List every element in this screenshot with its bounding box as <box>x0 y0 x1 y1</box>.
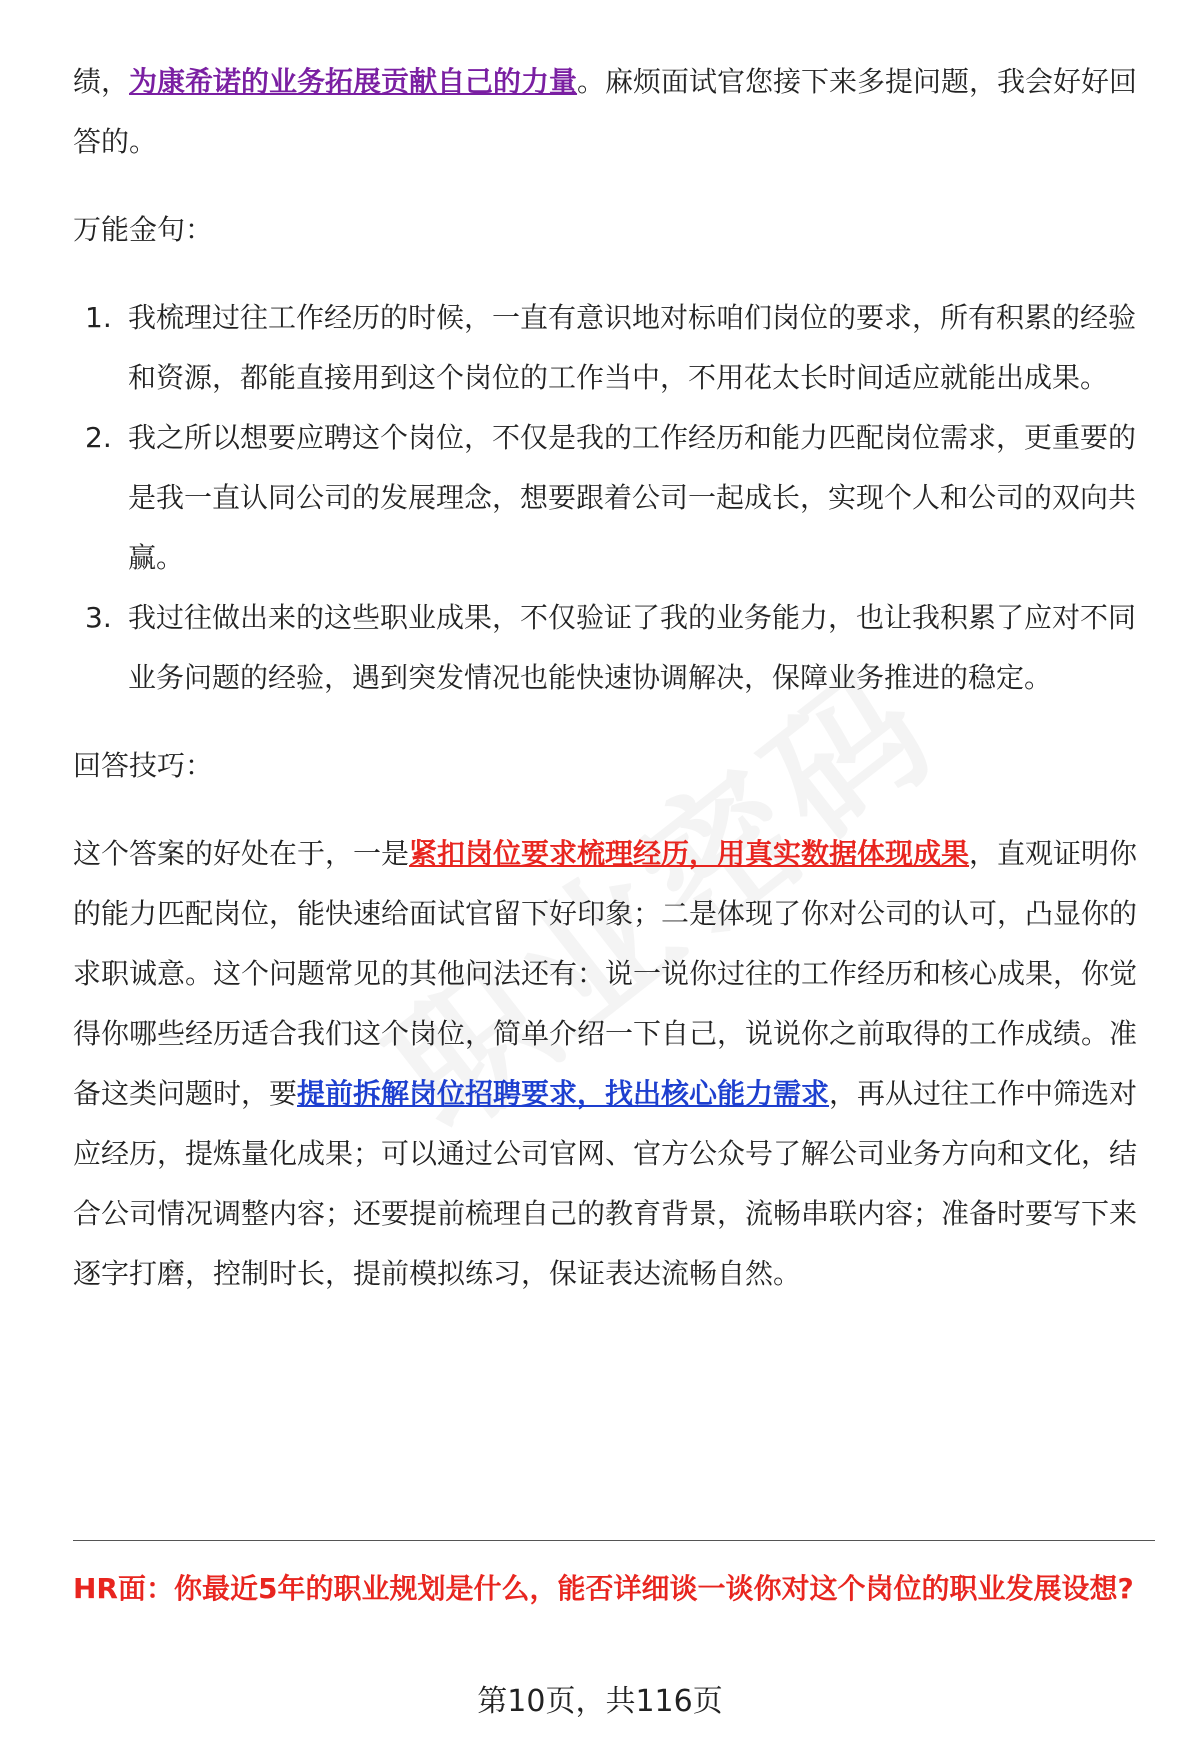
tips-highlight-red: 紧扣岗位要求梳理经历，用真实数据体现成果 <box>409 837 970 870</box>
list-item <box>73 588 1155 708</box>
list-item-text: 我之所以想要应聘这个岗位，不仅是我的工作经历和能力匹配岗位需求，更重要的是我一直认同公司的发展理念，想要跟着公司一起成长，实现个人和公司的双向共赢。 <box>128 421 1137 574</box>
tips-paragraph <box>73 824 1155 1304</box>
list-item-text: 我梳理过往工作经历的时候，一直有意识地对标咱们岗位的要求，所有积累的经验和资源，都能直接用到这个岗位的工作当中，不用花太长时间适应就能出成果。 <box>128 301 1137 394</box>
golden-sentences-label: 万能金句： <box>73 213 214 246</box>
tips-part1: 这个答案的好处在于，一是 <box>73 837 410 870</box>
tips-part2: ，直观证明你的能力匹配岗位，能快速给面试官留下好印象；二是体现了你对公司的认可，凸显你的求职诚意。这个问题常见的其他问法还有：说一说你过往的工作经历和核心成果，你觉得你哪些经历适合我们这个岗位，简单介绍一下自己，说说你之前取得的工作成绩。准备这类问题时，要 <box>73 837 1138 1110</box>
tips-label: 回答技巧： <box>73 749 214 782</box>
list-item-text: 我过往做出来的这些职业成果，不仅验证了我的业务能力，也让我积累了应对不同业务问题的经验，遇到突发情况也能快速协调解决，保障业务推进的稳定。 <box>128 601 1137 694</box>
intro-suffix: 。麻烦面试官您接下来多提问题，我会好好回答的。 <box>73 65 1138 158</box>
next-question-heading: HR面：你最近5年的职业规划是什么，能否详细谈一谈你对这个岗位的职业发展设想? <box>73 1572 1134 1605</box>
intro-highlight: 为康希诺的业务拓展贡献自己的力量 <box>129 65 578 98</box>
golden-sentences-list <box>73 288 1155 708</box>
intro-paragraph <box>73 52 1155 172</box>
intro-prefix: 绩， <box>73 65 130 98</box>
list-item <box>73 408 1155 588</box>
list-item <box>73 288 1155 408</box>
list-item-number: 1. <box>85 301 112 334</box>
list-item-number: 3. <box>85 601 112 634</box>
document-body <box>73 52 1155 1304</box>
page-number: 第10页，共116页 <box>477 1684 723 1719</box>
tips-highlight-blue: 提前拆解岗位招聘要求，找出核心能力需求 <box>297 1077 830 1110</box>
divider <box>73 1540 1155 1541</box>
tips-part3: ，再从过往工作中筛选对应经历，提炼量化成果；可以通过公司官网、官方公众号了解公司业务方向和文化，结合公司情况调整内容；还要提前梳理自己的教育背景，流畅串联内容；准备时要写下来逐字打磨，控制时长，提前模拟练习，保证表达流畅自然。 <box>73 1077 1138 1290</box>
list-item-number: 2. <box>85 421 112 454</box>
